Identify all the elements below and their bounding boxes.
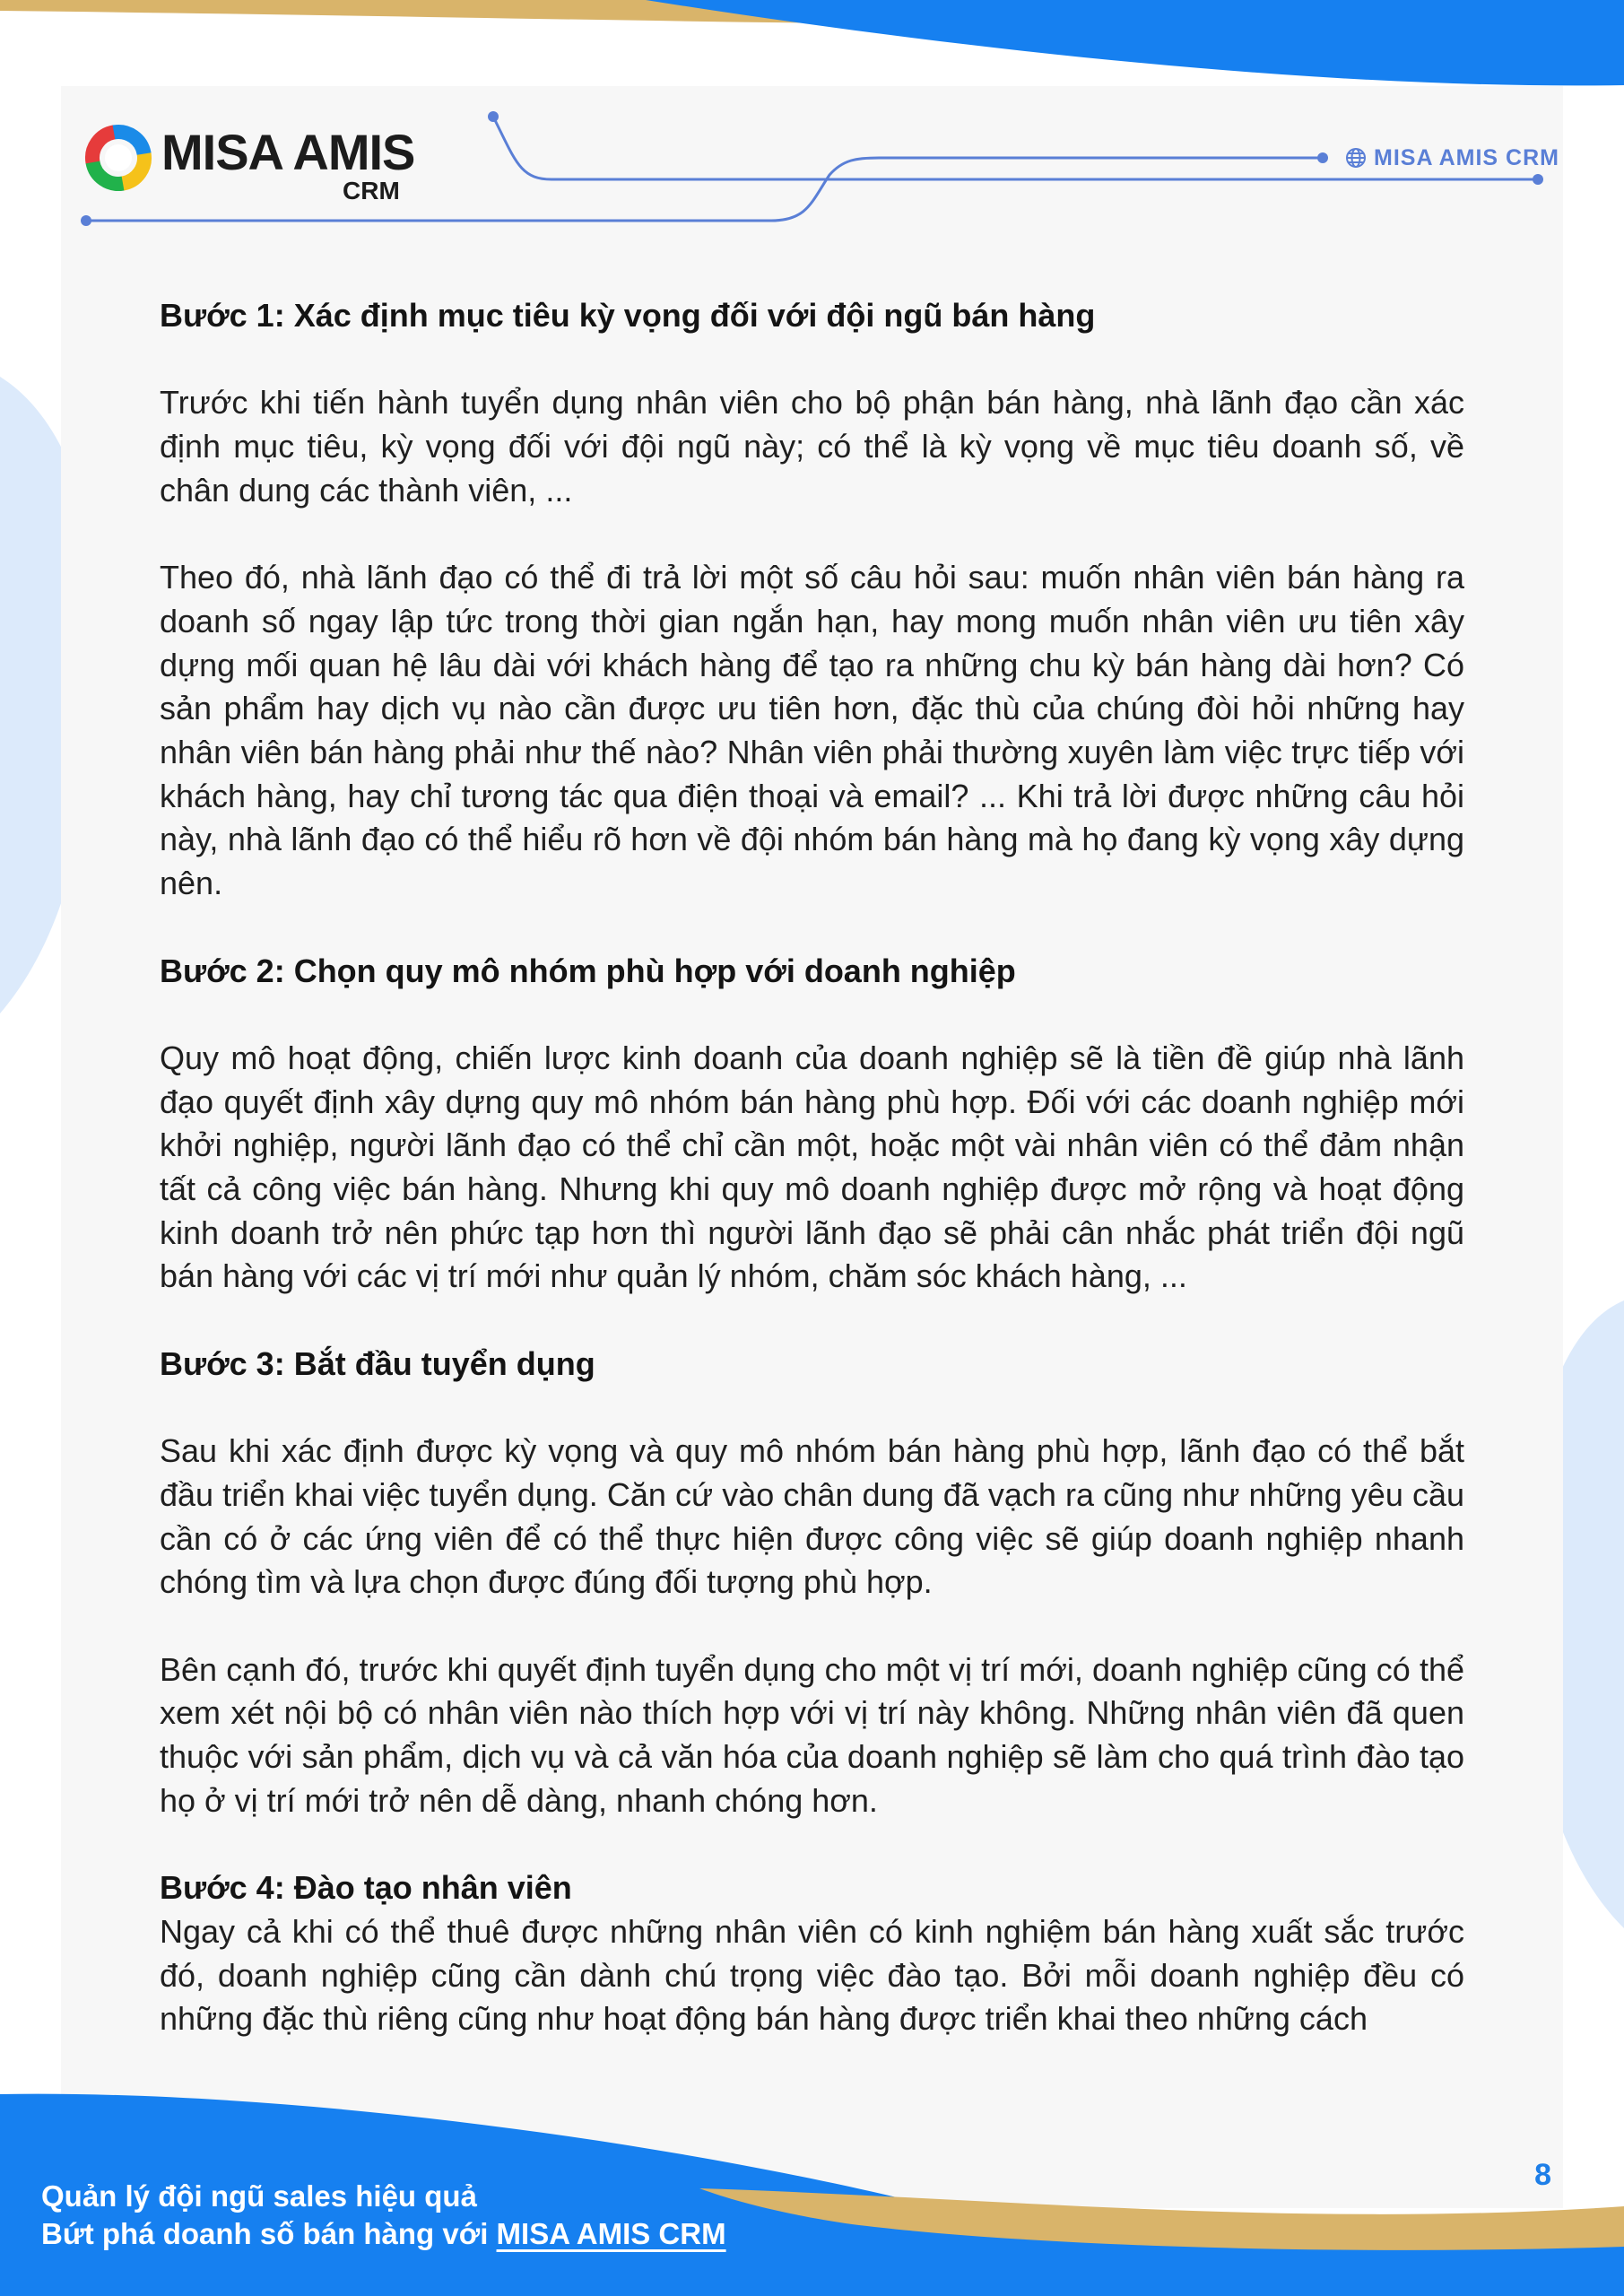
globe-icon bbox=[1345, 147, 1367, 169]
misa-amis-crm-logo bbox=[84, 122, 415, 212]
misa-ring-logo-icon bbox=[84, 124, 152, 192]
footer-brand-link[interactable]: MISA AMIS CRM bbox=[496, 2217, 726, 2250]
paragraph: Sau khi xác định được kỳ vọng và quy mô nhóm bán hàng phù hợp, lãnh đạo có thể bắt đầu triển khai việc tuyển dụng. Căn cứ vào chân dung đã vạch ra cũng như những yêu cầu cần có ở các ứng viên để có thể thực hiện được công việc sẽ giúp doanh nghiệp nhanh chóng tìm và lựa chọn được đúng đối tượng phù hợp. bbox=[160, 1432, 1464, 1601]
paragraph: Theo đó, nhà lãnh đạo có thể đi trả lời một số câu hỏi sau: muốn nhân viên bán hàng ra doanh số ngay lập tức trong thời gian ngắn hạn, hay mong muốn nhân viên ưu tiên xây dựng mối quan hệ lâu dài với khách hàng để tạo ra những chu kỳ bán hàng dài hơn? Có sản phẩm hay dịch vụ nào cần được ưu tiên hơn, đặc thù của chúng đòi hỏi những hay nhân viên bán hàng phải như thế nào? Nhân viên phải thường xuyên làm việc trực tiếp với khách hàng, hay chỉ tương tác qua điện thoại và email? ... Khi trả lời được những câu hỏi này, nhà lãnh đạo có thể hiểu rõ hơn về đội nhóm bán hàng mà họ đang kỳ vọng xây dựng nên. bbox=[160, 559, 1464, 902]
section-heading-4: Bước 4: Đào tạo nhân viên bbox=[160, 1869, 572, 1907]
header-brand-text: MISA AMIS CRM bbox=[1374, 144, 1559, 170]
header-brand bbox=[1345, 144, 1559, 172]
paragraph: Ngay cả khi có thể thuê được những nhân viên có kinh nghiệm bán hàng xuất sắc trước đó, doanh nghiệp cũng cần dành chú trọng việc đào tạo. Bởi mỗi doanh nghiệp đều có những đặc thù riêng cũng như hoạt động bán hàng được triển khai theo những cách bbox=[160, 1912, 1464, 2038]
footer-slogan bbox=[41, 2178, 726, 2253]
section-heading-1: Bước 1: Xác định mục tiêu kỳ vọng đối với đội ngũ bán hàng bbox=[160, 297, 1096, 334]
section-heading-3: Bước 3: Bắt đầu tuyển dụng bbox=[160, 1344, 595, 1382]
paragraph: Quy mô hoạt động, chiến lược kinh doanh của doanh nghiệp sẽ là tiền đề giúp nhà lãnh đạo quyết định xây dựng quy mô nhóm bán hàng phù hợp. Đối với các doanh nghiệp mới khởi nghiệp, người lãnh đạo có thể chỉ cần một, hoặc một vài nhân viên có thể đảm nhận tất cả công việc bán hàng. Nhưng khi quy mô doanh nghiệp được mở rộng và hoạt động kinh doanh trở nên phức tạp hơn thì người lãnh đạo sẽ phải cân nhắc phát triển đội ngũ bán hàng với các vị trí mới như quản lý nhóm, chăm sóc khách hàng, ... bbox=[160, 1039, 1464, 1295]
paragraph: Bên cạnh đó, trước khi quyết định tuyển dụng cho một vị trí mới, doanh nghiệp cũng có thể xem xét nội bộ có nhân viên nào thích hợp với vị trí này không. Những nhân viên đã quen thuộc với sản phẩm, dịch vụ và cả văn hóa của doanh nghiệp sẽ làm cho quá trình đào tạo họ ở vị trí mới trở nên dễ dàng, nhanh chóng hơn. bbox=[160, 1650, 1464, 1819]
footer-line-2-prefix: Bứt phá doanh số bán hàng với bbox=[41, 2217, 489, 2250]
footer-line-1: Quản lý đội ngũ sales hiệu quả bbox=[41, 2179, 477, 2213]
section-heading-2: Bước 2: Chọn quy mô nhóm phù hợp với doanh nghiệp bbox=[160, 952, 1016, 989]
logo-subtitle: CRM bbox=[343, 177, 400, 204]
page-number: 8 bbox=[1534, 2158, 1551, 2192]
footer-line-2 bbox=[41, 2215, 726, 2253]
article-content bbox=[160, 294, 1464, 2041]
paragraph: Trước khi tiến hành tuyển dụng nhân viên cho bộ phận bán hàng, nhà lãnh đạo cần xác định mục tiêu, kỳ vọng đối với đội ngũ này; có thể là kỳ vọng về mục tiêu doanh số, về chân dung các thành viên, ... bbox=[160, 384, 1464, 509]
logo-wordmark: MISA AMIS bbox=[161, 124, 415, 180]
